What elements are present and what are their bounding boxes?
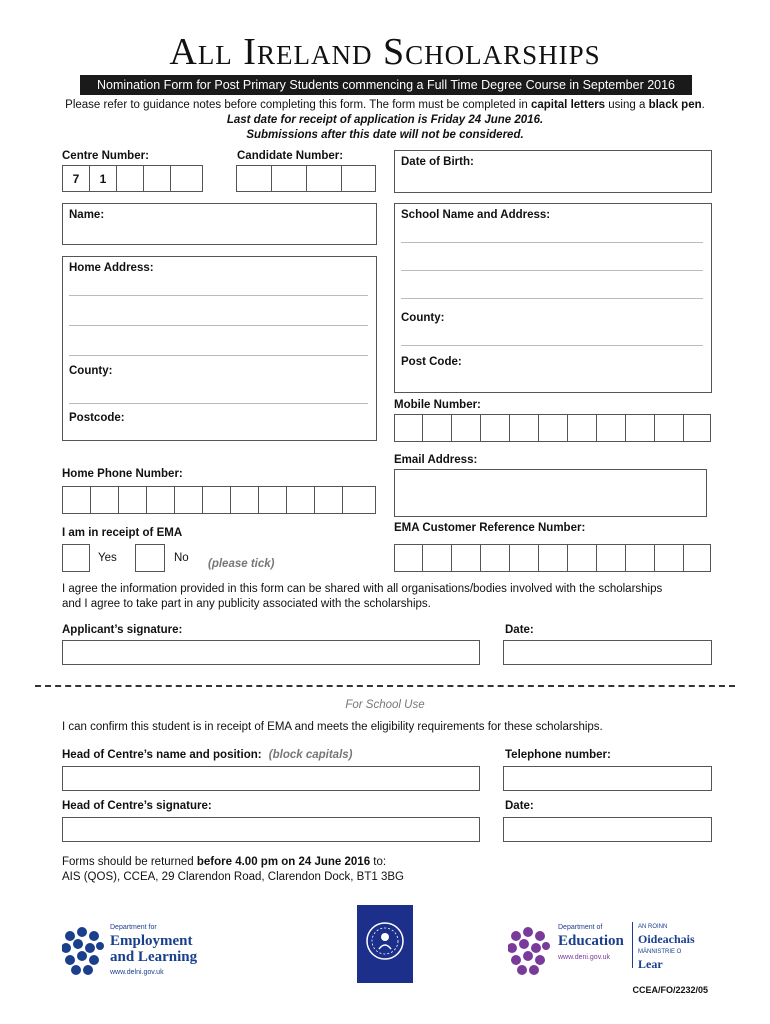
intro-emphasis-capitals: capital letters [530,99,606,111]
del-name-line1: Employment [110,933,193,949]
ema-yes-checkbox[interactable] [62,544,90,572]
home-phone-field[interactable] [62,486,377,514]
telephone-number-label: Telephone number: [505,749,611,761]
return-deadline: before 4.00 pm on 24 June 2016 [196,856,371,868]
applicant-date-field[interactable] [503,640,712,665]
candidate-digit-cell[interactable] [306,165,342,192]
telephone-number-field[interactable] [503,766,712,791]
school-postcode-label: Post Code: [401,356,462,368]
home-address-line [69,295,368,296]
centre-digit-cell[interactable]: 1 [89,165,117,192]
ema-ref-digit-cell[interactable] [654,544,684,572]
head-name-label [62,749,353,761]
applicant-signature-field[interactable] [62,640,480,665]
applicant-signature-label: Applicant’s signature: [62,624,183,636]
head-name-field[interactable] [62,766,480,791]
centre-digit-cell[interactable] [116,165,144,192]
ema-no-label: No [174,552,189,564]
intro-instructions [0,99,770,111]
intro-text: using a [605,99,649,111]
crest-emblem-icon [357,905,413,983]
mobile-digit-cell[interactable] [654,414,684,442]
school-address-line [401,298,703,299]
candidate-digit-cell[interactable] [271,165,307,192]
agreement-text-line1: I agree the information provided in this form can be shared with all organisations/bodies involved with the scholarships [62,583,663,595]
centre-number-field[interactable] [62,165,222,192]
home-address-line [69,325,368,326]
mobile-number-field[interactable] [394,414,712,442]
ema-label: I am in receipt of EMA [62,527,183,539]
school-county-label: County: [401,312,445,324]
school-address-field[interactable] [394,203,712,393]
agreement-text-line2: and I agree to take part in any publicity associated with the scholarships. [62,598,431,610]
school-date-label: Date: [505,800,534,812]
candidate-number-field[interactable] [236,165,376,192]
please-tick-hint: (please tick) [208,558,275,570]
school-use-heading: For School Use [345,699,425,711]
irish-name2: Lear [638,957,663,971]
ema-ref-digit-cell[interactable] [480,544,510,572]
phone-digit-cell[interactable] [118,486,147,514]
ema-ref-digit-cell[interactable] [422,544,452,572]
ema-ref-digit-cell[interactable] [683,544,711,572]
del-hexagon-icon [62,926,104,976]
return-text: Forms should be returned [62,856,197,868]
intro-text: Please refer to guidance notes before completing this form. The form must be completed in [65,99,531,111]
school-address-line [401,270,703,271]
del-url: www.delni.gov.uk [110,969,164,976]
home-address-field[interactable] [62,256,377,441]
mobile-number-label: Mobile Number: [394,399,481,411]
head-signature-field[interactable] [62,817,480,842]
school-county-line [401,345,703,346]
mobile-digit-cell[interactable] [538,414,568,442]
home-phone-label: Home Phone Number: [62,468,183,480]
phone-digit-cell[interactable] [174,486,203,514]
candidate-number-label: Candidate Number: [237,150,344,162]
phone-digit-cell[interactable] [286,486,315,514]
logo-divider [632,922,633,968]
irish-name1: Oideachais [638,932,695,946]
phone-digit-cell[interactable] [202,486,231,514]
intro-emphasis-pen: black pen [648,99,702,111]
centre-digit-cell[interactable]: 7 [62,165,90,192]
phone-digit-cell[interactable] [230,486,259,514]
del-dept-text: Department for [110,924,157,931]
phone-digit-cell[interactable] [258,486,287,514]
deadline-notice: Last date for receipt of application is Friday 24 June 2016. [226,114,544,126]
ema-ref-digit-cell[interactable] [451,544,481,572]
mobile-digit-cell[interactable] [509,414,539,442]
applicant-date-label: Date: [505,624,534,636]
mobile-digit-cell[interactable] [451,414,481,442]
name-field[interactable] [62,203,377,245]
deni-name: Education [558,933,624,949]
school-address-label: School Name and Address: [401,209,551,221]
del-logo [62,922,212,982]
email-address-field[interactable] [394,469,707,517]
date-of-birth-label: Date of Birth: [401,156,474,168]
irish-small-text1: AN ROINN [638,924,668,930]
mobile-digit-cell[interactable] [596,414,626,442]
block-capitals-hint: (block capitals) [268,749,353,761]
mobile-digit-cell[interactable] [422,414,452,442]
school-date-field[interactable] [503,817,712,842]
mobile-digit-cell[interactable] [683,414,711,442]
phone-digit-cell[interactable] [146,486,175,514]
date-of-birth-field[interactable] [394,150,712,193]
home-address-line [69,355,368,356]
candidate-digit-cell[interactable] [236,165,272,192]
home-county-line [69,403,368,404]
school-confirmation-text: I can confirm this student is in receipt of EMA and meets the eligibility requirements for these scholarships. [62,721,603,733]
ema-no-checkbox[interactable] [135,544,165,572]
return-instructions [62,856,386,868]
centre-number-label: Centre Number: [62,150,149,162]
form-subtitle-banner: Nomination Form for Post Primary Students commencing a Full Time Degree Course in September 2016 [80,75,692,95]
intro-text: . [701,99,705,111]
mobile-digit-cell[interactable] [394,414,423,442]
deni-dept-text: Department of [558,924,603,931]
ema-reference-label: EMA Customer Reference Number: [394,522,586,534]
ema-ref-digit-cell[interactable] [596,544,626,572]
deni-url: www.deni.gov.uk [558,954,611,961]
mobile-digit-cell[interactable] [625,414,655,442]
ema-ref-digit-cell[interactable] [567,544,597,572]
ema-ref-digit-cell[interactable] [394,544,423,572]
candidate-digit-cell[interactable] [341,165,376,192]
ema-yes-label: Yes [98,552,117,564]
return-text: to: [370,856,387,868]
ema-ref-digit-cell[interactable] [625,544,655,572]
mobile-digit-cell[interactable] [480,414,510,442]
mobile-digit-cell[interactable] [567,414,597,442]
phone-digit-cell[interactable] [314,486,343,514]
del-name-line2: and Learning [110,949,198,965]
home-address-label: Home Address: [69,262,154,274]
form-reference-code: CCEA/FO/2232/05 [632,985,708,995]
scholarship-crest-logo [357,905,413,983]
home-postcode-label: Postcode: [69,412,125,424]
name-label: Name: [69,209,105,221]
form-title: All Ireland Scholarships [169,31,601,73]
return-address: AIS (QOS), CCEA, 29 Clarendon Road, Clarendon Dock, BT1 3BG [62,871,404,883]
irish-small-text2: MÄNNISTRIE O [638,949,682,955]
centre-digit-cell[interactable] [170,165,203,192]
centre-digit-cell[interactable] [143,165,171,192]
ema-ref-digit-cell[interactable] [538,544,568,572]
phone-digit-cell[interactable] [342,486,376,514]
email-address-label: Email Address: [394,454,478,466]
head-signature-label: Head of Centre’s signature: [62,800,212,812]
phone-digit-cell[interactable] [62,486,91,514]
school-address-line [401,242,703,243]
late-submission-notice: Submissions after this date will not be considered. [246,129,524,141]
ema-reference-field[interactable] [394,544,712,572]
deni-hexagon-icon [508,926,550,976]
phone-digit-cell[interactable] [90,486,119,514]
deni-logo [508,922,718,982]
ema-ref-digit-cell[interactable] [509,544,539,572]
head-name-label-text: Head of Centre’s name and position: [62,749,262,761]
cut-line-divider [35,685,735,687]
home-county-label: County: [69,365,113,377]
